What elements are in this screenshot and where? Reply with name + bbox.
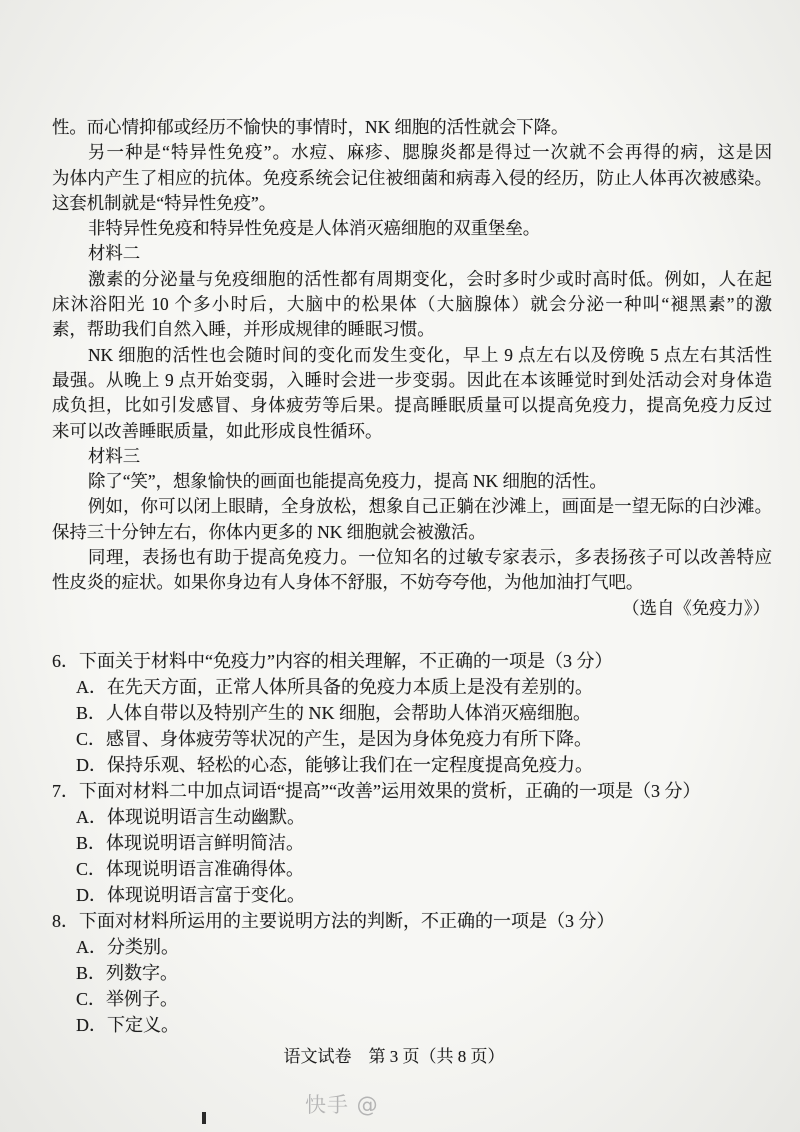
- option-c: C．体现说明语言准确得体。: [76, 859, 305, 879]
- stem-text: 6．下面关于材料中“免疫力”内容的相关理解，: [52, 651, 419, 671]
- option-c: C．举例子。: [76, 989, 179, 1009]
- question-list: [52, 648, 772, 1038]
- question-7: [52, 778, 772, 908]
- stem-text: 7．下面对材料二中加点词语“提高”“改善”运用效果的赏析，正确的一项是（3 分）: [52, 781, 701, 801]
- option-d: D．下定义。: [76, 1015, 179, 1035]
- page-footer: 语文试卷 第 3 页（共 8 页）: [283, 1047, 505, 1066]
- passage-line: 性。而心情抑郁或经历不愉快的事情时，NK 细胞的活性就会下降。: [52, 117, 569, 137]
- passage-line: 同理，表扬也有助于提高免疫力。一位知名的过敏专家表示，多表扬孩子可以改善特应: [88, 547, 772, 568]
- option-a: A．在先天方面，正常人体所具备的免疫力本质上是没有差别的。: [76, 677, 593, 697]
- option-a: A．分类别。: [76, 937, 179, 957]
- paragraph: [52, 494, 772, 545]
- question-stem: [52, 908, 772, 934]
- watermark-logo: 快手 @: [305, 1093, 379, 1117]
- option-b: B．人体自带以及特别产生的 NK 细胞，会帮助人体消灭癌细胞。: [76, 703, 592, 723]
- paragraph: [52, 545, 772, 596]
- passage-line: 例如，你可以闭上眼睛，全身放松，想象自己正躺在沙滩上，画面是一望无际的白沙滩。: [88, 496, 772, 517]
- stem-text: 8．下面对材料所运用的主要说明方法的判断，: [52, 911, 421, 931]
- paragraph: [52, 216, 772, 241]
- passage-line: 为体内产生了相应的抗体。免疫系统会记住被细菌和病毒入侵的经历，防止人体再次被感染。: [52, 167, 772, 188]
- option-d: D．体现说明语言富于变化。: [76, 885, 305, 905]
- paragraph: [52, 343, 772, 444]
- paragraph: [52, 469, 772, 494]
- question-6: [52, 648, 772, 778]
- option-a: A．体现说明语言生动幽默。: [76, 807, 305, 827]
- paragraph: [52, 115, 772, 140]
- passage-line: 素，帮助我们自然入睡，并形成规律的睡眠习惯。: [52, 319, 435, 340]
- option-d: D．保持乐观、轻松的心态，能够让我们在一定程度提高免疫力。: [76, 755, 593, 775]
- stem-emphasis: 不正确: [421, 911, 475, 931]
- question-stem: [52, 648, 772, 674]
- passage-line: NK 细胞的活性也会随时间的变化而发生变化，早上 9 点左右以及傍晚 5 点左右其活性: [88, 344, 772, 365]
- passage-line: 来可以改善睡眠质量，如此形成良性循环。: [52, 420, 383, 441]
- scan-mark: [202, 1112, 206, 1124]
- stem-text: 的一项是（3 分）: [472, 651, 613, 671]
- passage-line: 性皮炎的症状。如果你身边有人身体不舒服，不妨夸夸他，为他加油打气吧。: [52, 572, 644, 593]
- passage-line: 这套机制就是“特异性免疫”。: [52, 192, 277, 213]
- passage-line: 激素的分泌量与免疫细胞的活性都有周期变化，会时多时少或时高时低。例如，人在起: [88, 268, 772, 289]
- paragraph: [52, 140, 772, 216]
- passage-line: 除了“笑”，想象愉快的画面也能提高免疫力，提高 NK 细胞的活性。: [88, 471, 607, 492]
- question-stem: [52, 778, 772, 804]
- passage-line: 另一种是“特异性免疫”。水痘、麻疹、腮腺炎都是得过一次就不会再得的病，这是因: [88, 142, 772, 163]
- stem-emphasis: 不正确: [418, 651, 473, 671]
- question-8: [52, 908, 772, 1038]
- stem-text: 的一项是（3 分）: [475, 911, 615, 931]
- passage-line: 非特异性免疫和特异性免疫是人体消灭癌细胞的双重堡垒。: [88, 218, 541, 239]
- paragraph: [52, 267, 772, 343]
- passage-line: 保持三十分钟左右，你体内更多的 NK 细胞就会被激活。: [52, 521, 486, 542]
- reading-passage: [52, 115, 772, 621]
- passage-line: 床沐浴阳光 10 个多小时后，大脑中的松果体（大脑腺体）就会分泌一种叫“褪黑素”的激: [52, 294, 772, 315]
- source-citation: （选自《免疫力》）: [622, 597, 770, 618]
- material-heading: 材料三: [88, 445, 141, 466]
- option-c: C．感冒、身体疲劳等状况的产生，是因为身体免疫力有所下降。: [76, 729, 593, 749]
- option-b: B．体现说明语言鲜明简洁。: [76, 833, 305, 853]
- passage-line: 最强。从晚上 9 点开始变弱，入睡时会进一步变弱。因此在本该睡觉时到处活动会对身体造: [52, 369, 772, 390]
- material-heading: 材料二: [88, 243, 141, 264]
- passage-line: 成负担，比如引发感冒、身体疲劳等后果。提高睡眠质量可以提高免疫力，提高免疫力反过: [52, 395, 772, 416]
- option-b: B．列数字。: [76, 963, 179, 983]
